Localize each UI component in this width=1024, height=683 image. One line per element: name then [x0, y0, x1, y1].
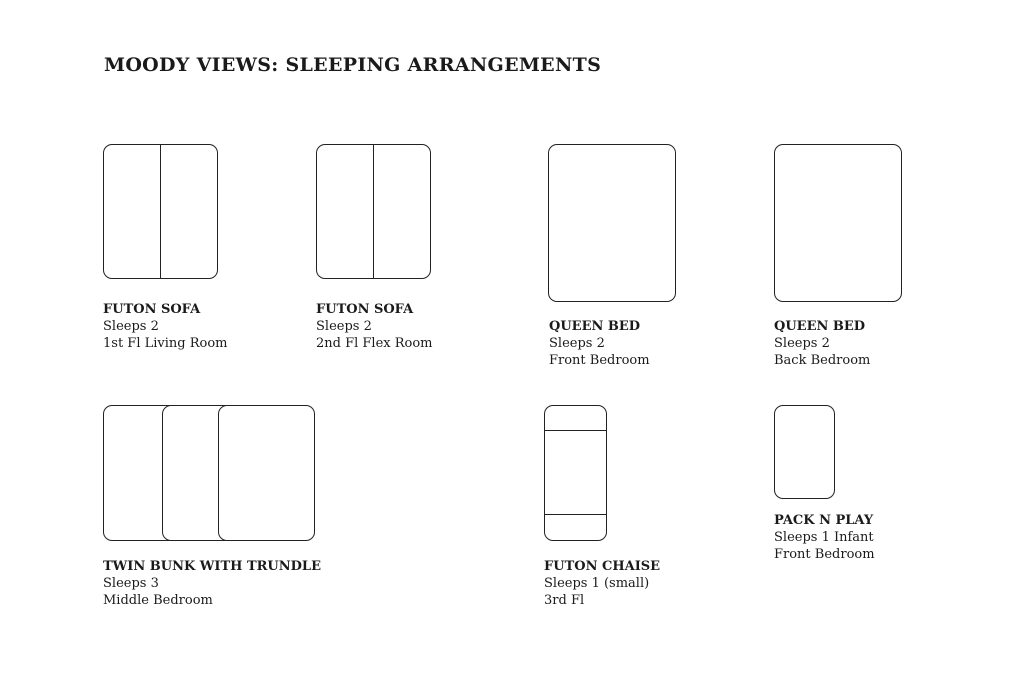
page-title: MOODY VIEWS: SLEEPING ARRANGEMENTS: [104, 54, 602, 76]
bed-sleeps: Sleeps 2: [549, 336, 605, 351]
bed-sleeps: Sleeps 2: [103, 319, 159, 334]
bed-label-queen-back: [774, 318, 870, 369]
bed-label-twin-bunk: [103, 558, 321, 609]
bed-name: PACK N PLAY: [774, 513, 874, 528]
bed-location: Front Bedroom: [549, 353, 650, 368]
futon-fold-line: [160, 145, 161, 278]
queen-bed-front-shape: [548, 144, 676, 302]
bed-label-futon-chaise: [544, 558, 660, 609]
bed-sleeps: Sleeps 1 (small): [544, 576, 650, 591]
bed-sleeps: Sleeps 1 Infant: [774, 530, 874, 545]
bed-name: TWIN BUNK WITH TRUNDLE: [103, 559, 321, 574]
bed-name: FUTON SOFA: [103, 302, 201, 317]
bed-name: FUTON SOFA: [316, 302, 414, 317]
chaise-fold-line-top: [545, 430, 606, 431]
futon-sofa-1-shape: [103, 144, 218, 279]
bed-sleeps: Sleeps 3: [103, 576, 159, 591]
bed-name: QUEEN BED: [774, 319, 866, 334]
pack-n-play-shape: [774, 405, 835, 499]
bed-label-queen-front: [549, 318, 650, 369]
bed-location: 3rd Fl: [544, 593, 585, 608]
queen-bed-back-shape: [774, 144, 902, 302]
bed-location: Front Bedroom: [774, 547, 875, 562]
twin-bunk-rect-3: [218, 405, 315, 541]
futon-fold-line: [373, 145, 374, 278]
bed-sleeps: Sleeps 2: [774, 336, 830, 351]
bed-label-futon-sofa-1: [103, 301, 228, 352]
bed-location: Back Bedroom: [774, 353, 871, 368]
chaise-fold-line-bottom: [545, 514, 606, 515]
bed-name: FUTON CHAISE: [544, 559, 661, 574]
bed-location: Middle Bedroom: [103, 593, 213, 608]
bed-sleeps: Sleeps 2: [316, 319, 372, 334]
bed-label-futon-sofa-2: [316, 301, 433, 352]
bed-label-pack-n-play: [774, 512, 875, 563]
bed-location: 2nd Fl Flex Room: [316, 336, 433, 351]
bed-location: 1st Fl Living Room: [103, 336, 228, 351]
bed-name: QUEEN BED: [549, 319, 641, 334]
futon-chaise-shape: [544, 405, 607, 541]
futon-sofa-2-shape: [316, 144, 431, 279]
